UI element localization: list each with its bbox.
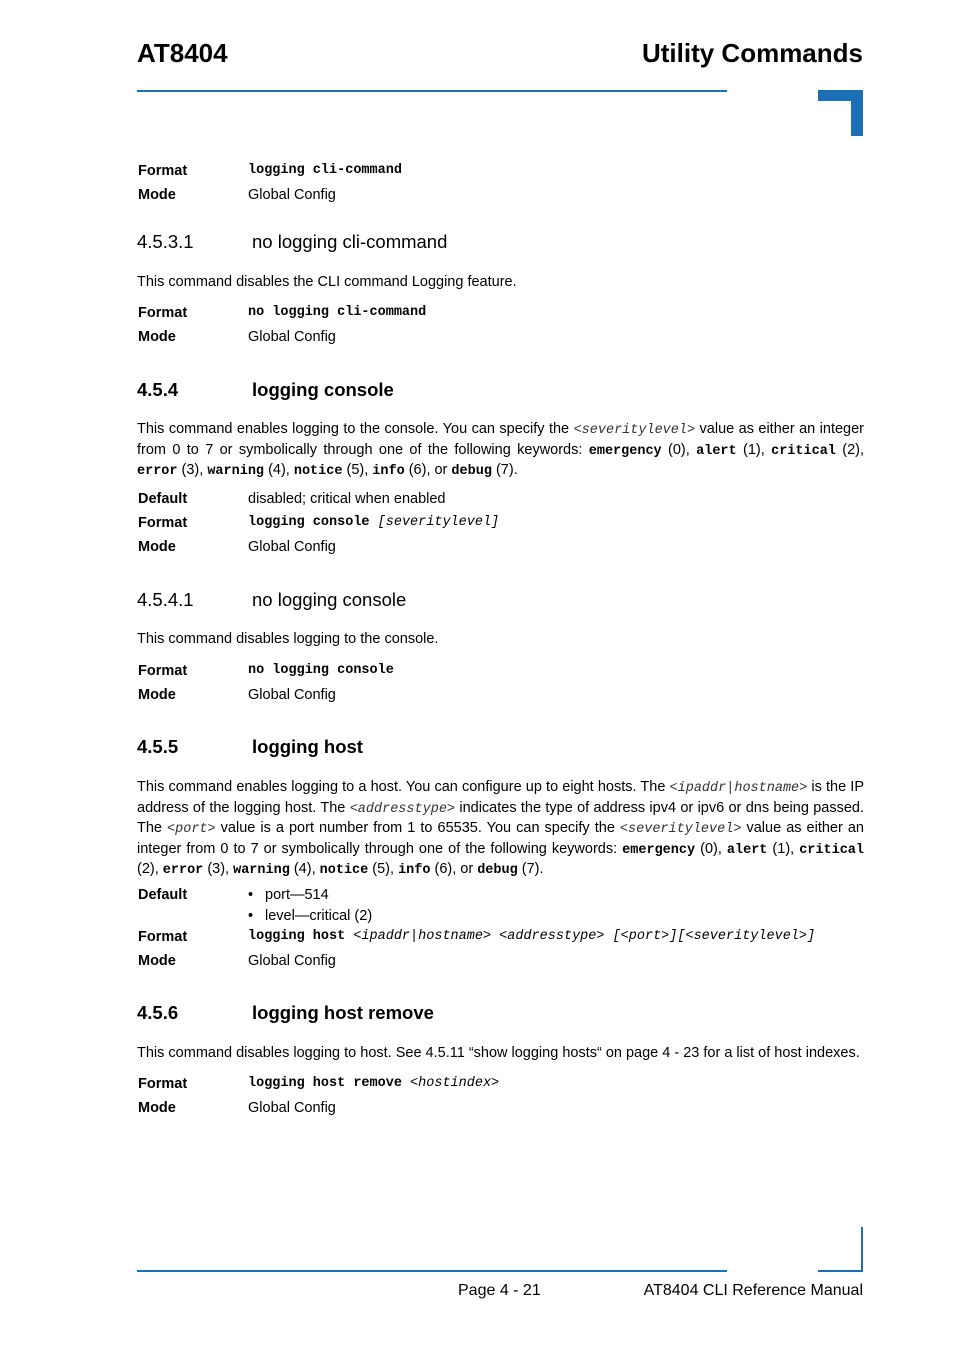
mode-label: Mode — [138, 187, 176, 203]
default-value: disabled; critical when enabled — [248, 491, 446, 507]
format-command: no logging console — [248, 663, 394, 678]
format-label: Format — [138, 515, 188, 531]
format-argument: <ipaddr|hostname> <addresstype> [<port>][<severitylevel>] — [353, 929, 816, 944]
document-title: AT8404 — [137, 38, 228, 68]
header-rule — [137, 90, 727, 92]
format-label: Format — [138, 663, 188, 679]
bullet-icon: • — [248, 887, 254, 903]
section-title: no logging console — [252, 589, 407, 610]
section-number: 4.5.3.1 — [137, 231, 194, 252]
mode-value: Global Config — [248, 539, 336, 555]
footer-corner-mark-horizontal — [818, 1270, 863, 1272]
mode-label: Mode — [138, 329, 176, 345]
footer-corner-mark — [861, 1227, 863, 1272]
chapter-title: Utility Commands — [641, 38, 863, 68]
manual-title: AT8404 CLI Reference Manual — [643, 1282, 863, 1299]
page-number: Page 4 - 21 — [458, 1282, 541, 1299]
section-title: logging console — [252, 379, 394, 400]
header-corner-mark-vertical — [851, 90, 863, 136]
mode-label: Mode — [138, 953, 176, 969]
mode-value: Global Config — [248, 187, 336, 203]
default-label: Default — [138, 491, 188, 507]
section-title: logging host remove — [252, 1002, 434, 1023]
mode-label: Mode — [138, 539, 176, 555]
section-title: no logging cli-command — [252, 231, 448, 252]
format-label: Format — [138, 1076, 188, 1092]
footer-rule — [137, 1270, 727, 1272]
format-argument: <hostindex> — [410, 1076, 500, 1091]
format-label: Format — [138, 163, 188, 179]
mode-value: Global Config — [248, 953, 336, 969]
format-label: Format — [138, 929, 188, 945]
format-command: logging cli-command — [248, 163, 402, 178]
section-description: This command disables logging to host. See 4.5.11 “show logging hosts“ on page 4 - 23 for a list of host indexes. — [137, 1045, 860, 1061]
section-description: This command disables the CLI command Logging feature. — [137, 274, 517, 290]
mode-value: Global Config — [248, 1100, 336, 1116]
mode-value: Global Config — [248, 329, 336, 345]
default-label: Default — [138, 887, 188, 903]
section-number: 4.5.6 — [137, 1002, 179, 1023]
section-number: 4.5.5 — [137, 736, 179, 757]
mode-label: Mode — [138, 1100, 176, 1116]
format-label: Format — [138, 305, 188, 321]
format-command: logging host remove — [248, 1076, 402, 1091]
format-command: logging host — [248, 929, 346, 944]
mode-value: Global Config — [248, 687, 336, 703]
section-title: logging host — [252, 736, 363, 757]
format-command: no logging cli-command — [248, 305, 427, 320]
bullet-icon: • — [248, 908, 254, 924]
format-command: logging console — [248, 515, 370, 530]
section-description: This command enables logging to the console. You can specify the <severitylevel> value as either an integer from 0 to 7 or symbolically through one of the following keywords: emergency (0), alert (1), critical (2), error (3), warning (4), notice (5), info (6), or debug (7). — [137, 421, 865, 479]
mode-label: Mode — [138, 687, 176, 703]
section-number: 4.5.4 — [137, 379, 179, 400]
section-description: This command disables logging to the console. — [137, 631, 439, 647]
section-number: 4.5.4.1 — [137, 589, 194, 610]
section-description: This command enables logging to a host. You can configure up to eight hosts. The <ipaddr|hostname> is the IP address of the logging host. The <addresstype> indicates the type of address ipv4 or ipv6 or dns being passed. The <port> value is a port number from 1 to 65535. You can specify the <severitylevel> value as either an integer from 0 to 7 or symbolically through one of the following keywords: emergency (0), alert (1), critical (2), error (3), warning (4), notice (5), info (6), or debug (7). — [137, 779, 865, 878]
format-argument: [severitylevel] — [377, 515, 500, 530]
